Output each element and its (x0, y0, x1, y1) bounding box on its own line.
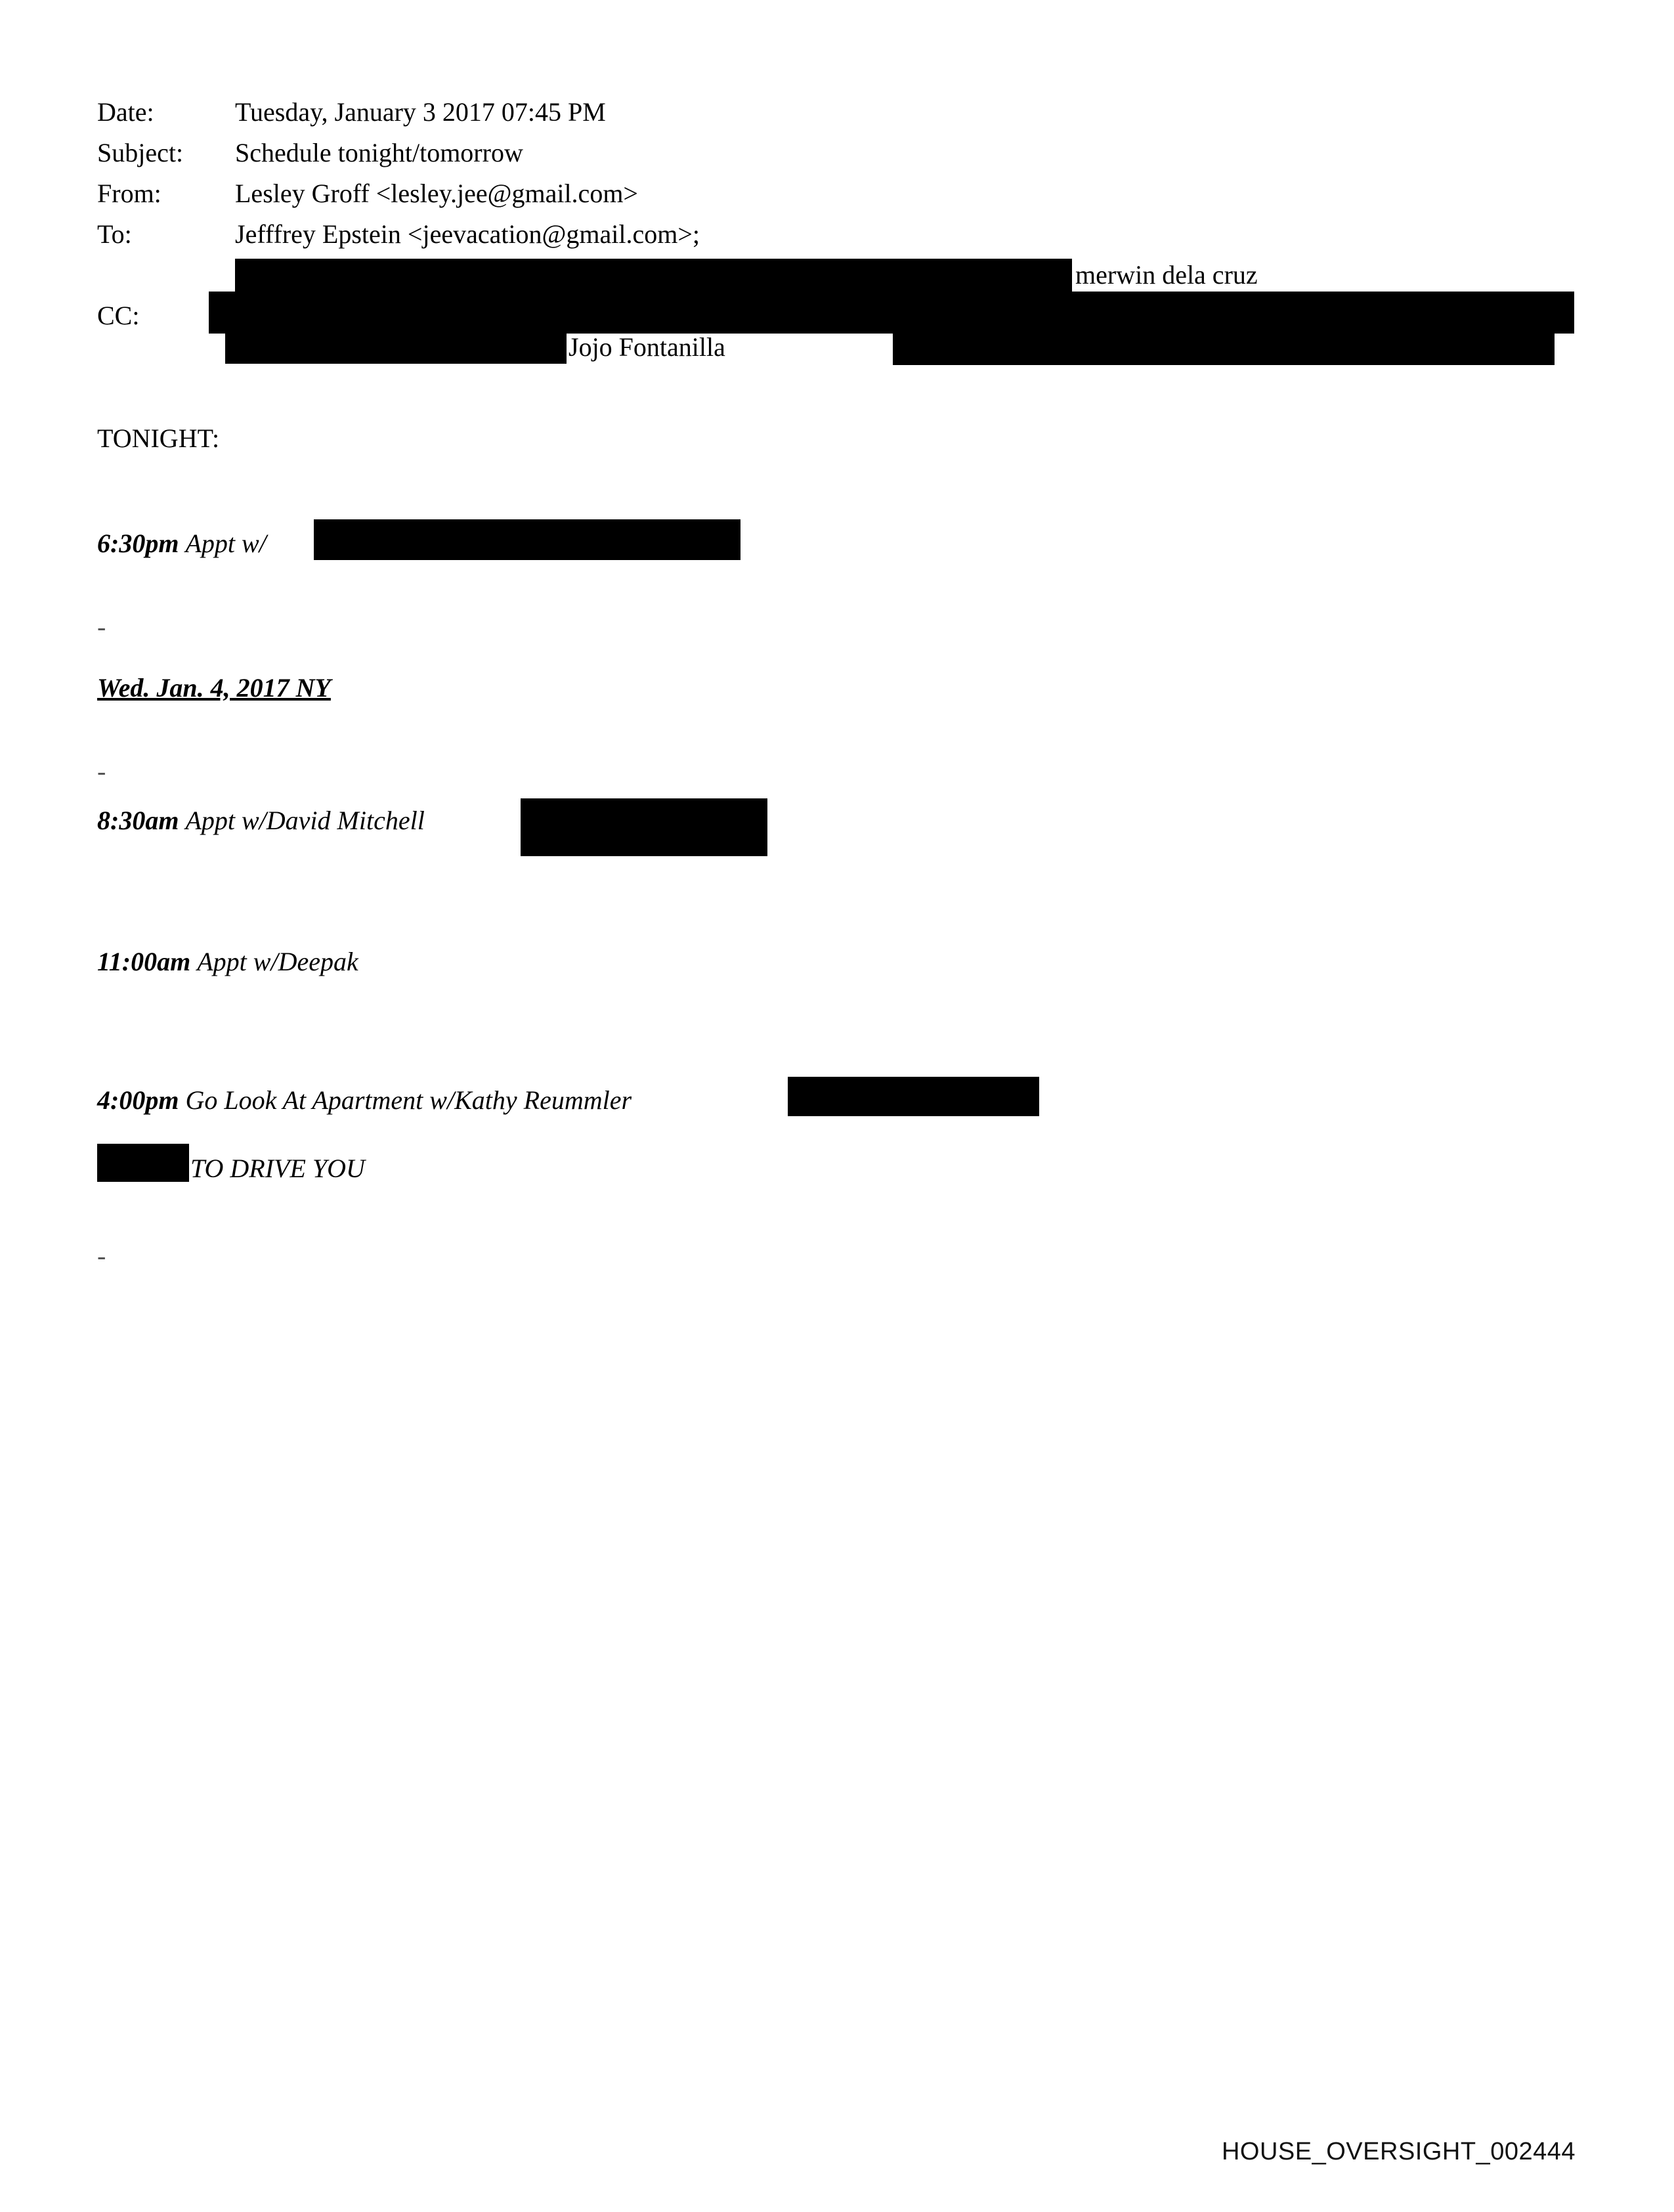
subject-label: Subject: (97, 138, 184, 167)
to-continuation-line (97, 255, 1541, 295)
from-value: Lesley Groff <lesley.jee@gmail.com> (235, 179, 638, 208)
drive-note: TO DRIVE YOU (190, 1154, 365, 1183)
appointment-time: 6:30pm (97, 529, 179, 558)
header-row-subject (97, 133, 1541, 173)
redaction-bar (235, 259, 1072, 293)
date-value: Tuesday, January 3 2017 07:45 PM (235, 97, 606, 127)
redaction-bar (521, 798, 767, 856)
to-label: To: (97, 219, 132, 249)
appointment-time: 8:30am (97, 806, 179, 835)
appointment-time: 4:00pm (97, 1085, 179, 1115)
date-label: Date: (97, 97, 154, 127)
header-row-to (97, 214, 1541, 255)
header-row-cc (97, 295, 1541, 336)
appointment-time: 11:00am (97, 947, 191, 976)
header-row-from (97, 173, 1541, 214)
redaction-bar (225, 331, 567, 364)
subject-value: Schedule tonight/tomorrow (235, 138, 523, 167)
appointment-text: Appt w/David Mitchell (185, 806, 425, 835)
redaction-bar (893, 331, 1555, 365)
from-label: From: (97, 179, 161, 208)
day-heading: Wed. Jan. 4, 2017 NY (97, 673, 331, 703)
bullet-dash-3: - (97, 1241, 106, 1270)
cc-continuation-line (97, 332, 1541, 377)
bullet-dash-1: - (97, 612, 106, 641)
appointment-text: Appt w/Deepak (197, 947, 358, 976)
redaction-bar (97, 1144, 189, 1182)
tonight-label: TONIGHT: (97, 423, 220, 453)
cc-label: CC: (97, 301, 140, 330)
cc-continuation-name: Jojo Fontanilla (569, 332, 725, 362)
redaction-bar (788, 1077, 1039, 1116)
appointment-entry-1 (97, 525, 267, 562)
email-header (97, 92, 1541, 377)
header-row-date (97, 92, 1541, 133)
appointment-text: Appt w/ (185, 529, 267, 558)
appointment-entry-2 (97, 802, 425, 839)
bates-number: HOUSE_OVERSIGHT_002444 (1221, 2138, 1576, 2165)
to-continuation-name: merwin dela cruz (1075, 260, 1258, 290)
bullet-dash-2: - (97, 756, 106, 786)
redaction-bar (209, 292, 1574, 334)
redaction-bar (314, 519, 740, 560)
appointment-entry-4 (97, 1082, 632, 1119)
appointment-text: Go Look At Apartment w/Kathy Reummler (185, 1085, 632, 1115)
to-value: Jefffrey Epstein <jeevacation@gmail.com>; (235, 219, 700, 249)
appointment-entry-3 (97, 943, 358, 980)
